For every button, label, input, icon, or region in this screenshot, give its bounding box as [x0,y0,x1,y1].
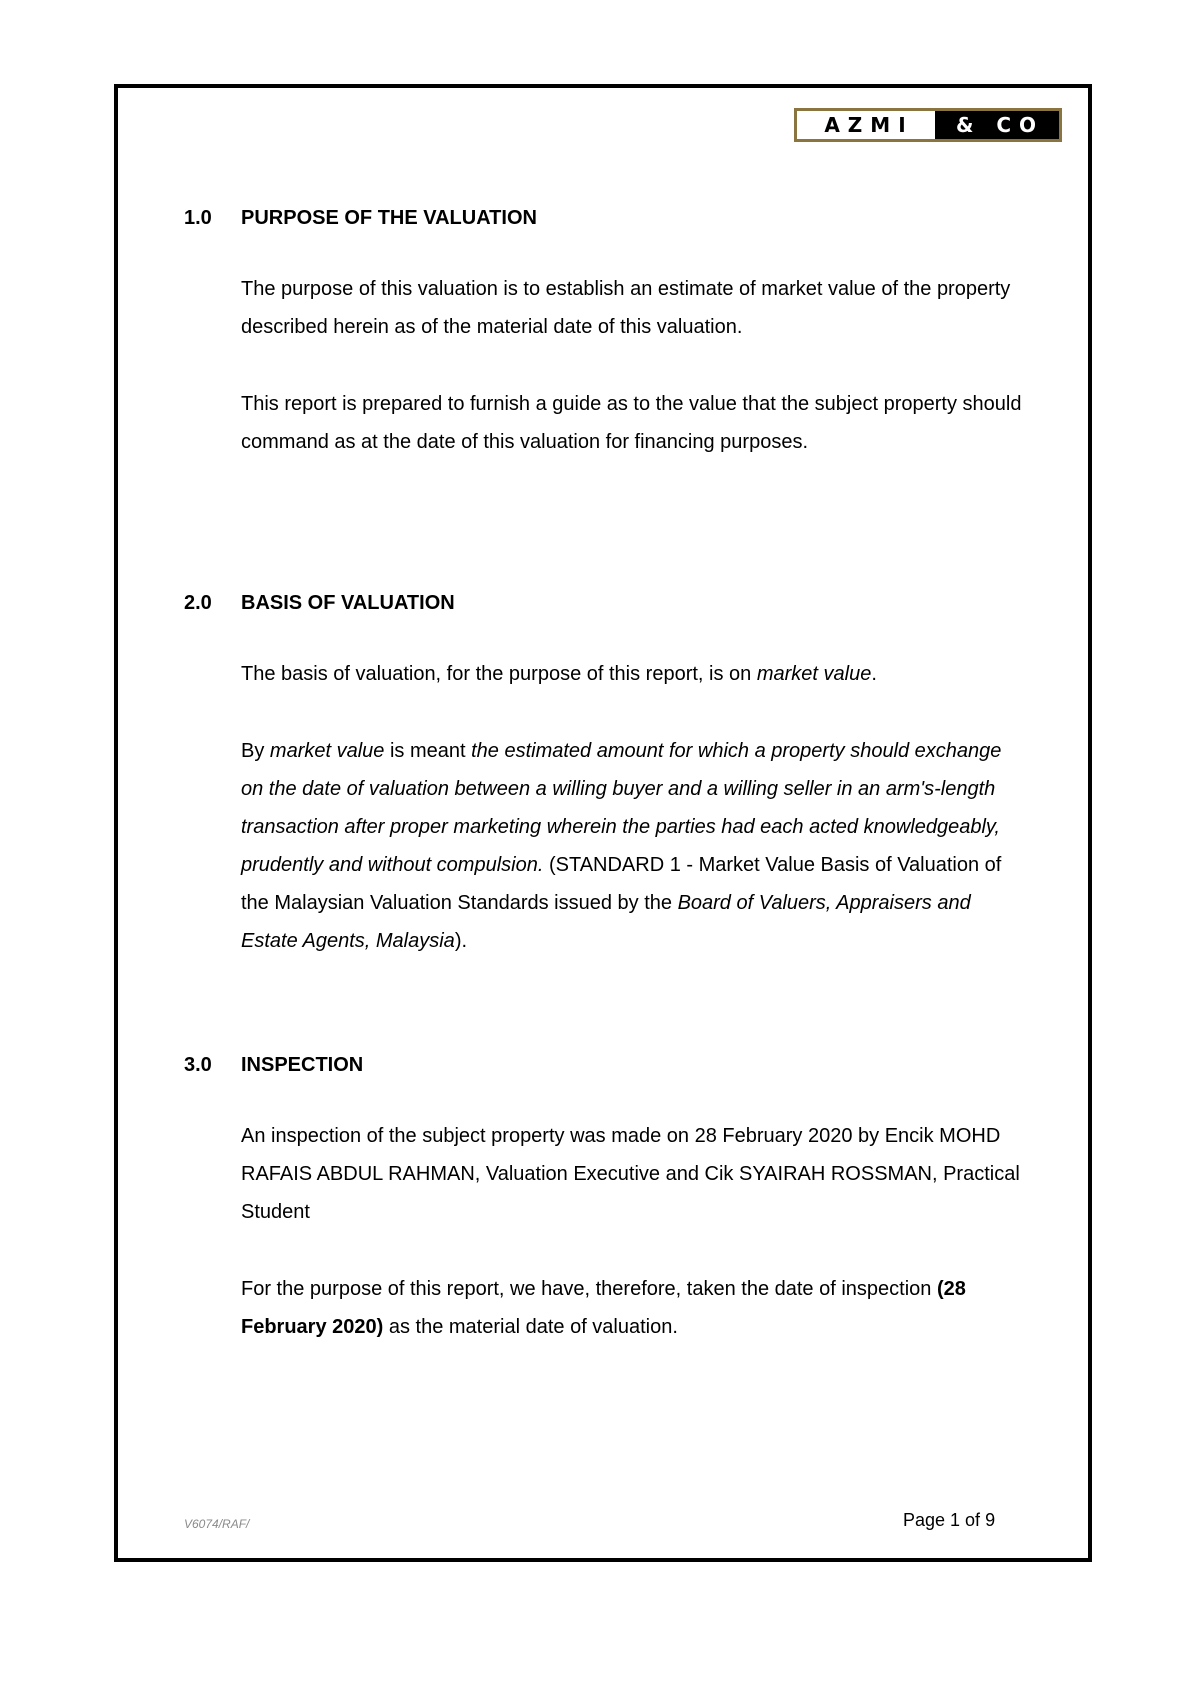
company-logo [794,108,1062,142]
paragraph-text [241,655,1024,693]
paragraph-text: An inspection of the subject property was made on 28 February 2020 by Encik MOHD RAFAIS ABDUL RAHMAN, Valuation Executive and Cik SYAIRAH ROSSMAN, Practical Student [241,1125,1020,1223]
text-run: as the material date of valuation. [383,1316,678,1338]
logo-co-block: & CO [935,111,1059,139]
italic-term: market value [269,740,385,762]
section-number: 2.0 [184,592,212,614]
italic-definition: the estimated amount for which a property should exchange on the date of valuation between a willing buyer and a willing seller in an arm's-length transaction after proper marketing wherein the parties had each acted knowledgeably, prudently and without compulsion. [241,740,1002,876]
paragraph [241,655,1024,693]
section-title: PURPOSE OF THE VALUATION [241,207,537,229]
document-reference: V6074/RAF/ [184,1517,250,1531]
section-heading [184,1053,1024,1077]
section-title: INSPECTION [241,1054,364,1076]
paragraph-text: The purpose of this valuation is to establish an estimate of market value of the property described herein as of the material date of this valuation. [241,278,1011,338]
paragraph [241,385,1024,461]
logo-name-block: AZMI [797,111,935,139]
section-number: 3.0 [184,1054,212,1076]
section-title: BASIS OF VALUATION [241,592,455,614]
italic-term: market value [756,663,872,685]
text-run: (STANDARD 1 - Market Value Basis of Valuation of the Malaysian Valuation Standards issued by the [241,854,1002,914]
section-purpose [184,206,1024,461]
section-inspection [184,1053,1024,1346]
paragraph [241,1117,1024,1231]
paragraph-text: This report is prepared to furnish a guide as to the value that the subject property should command as at the date of this valuation for financing purposes. [241,393,1022,453]
bold-date: (28 February 2020) [241,1278,966,1338]
page-number: Page 1 of 9 [903,1510,996,1530]
paragraph [241,1270,1024,1346]
section-heading [184,206,1024,230]
paragraph [241,732,1024,960]
paragraph-text [241,1270,1024,1346]
text-run: is meant [384,740,472,762]
paragraph [241,270,1024,346]
section-heading [184,591,1024,615]
text-run: ). [454,930,468,952]
text-run: By [241,740,270,762]
text-run: The basis of valuation, for the purpose of this report, is on [241,663,757,685]
section-number: 1.0 [184,207,212,229]
text-run: For the purpose of this report, we have, therefore, taken the date of inspection [241,1278,937,1300]
paragraph-text [241,732,1024,960]
text-run: . [871,663,877,685]
italic-board-name: Board of Valuers, Appraisers and Estate Agents, Malaysia [241,892,971,952]
section-basis [184,591,1024,960]
